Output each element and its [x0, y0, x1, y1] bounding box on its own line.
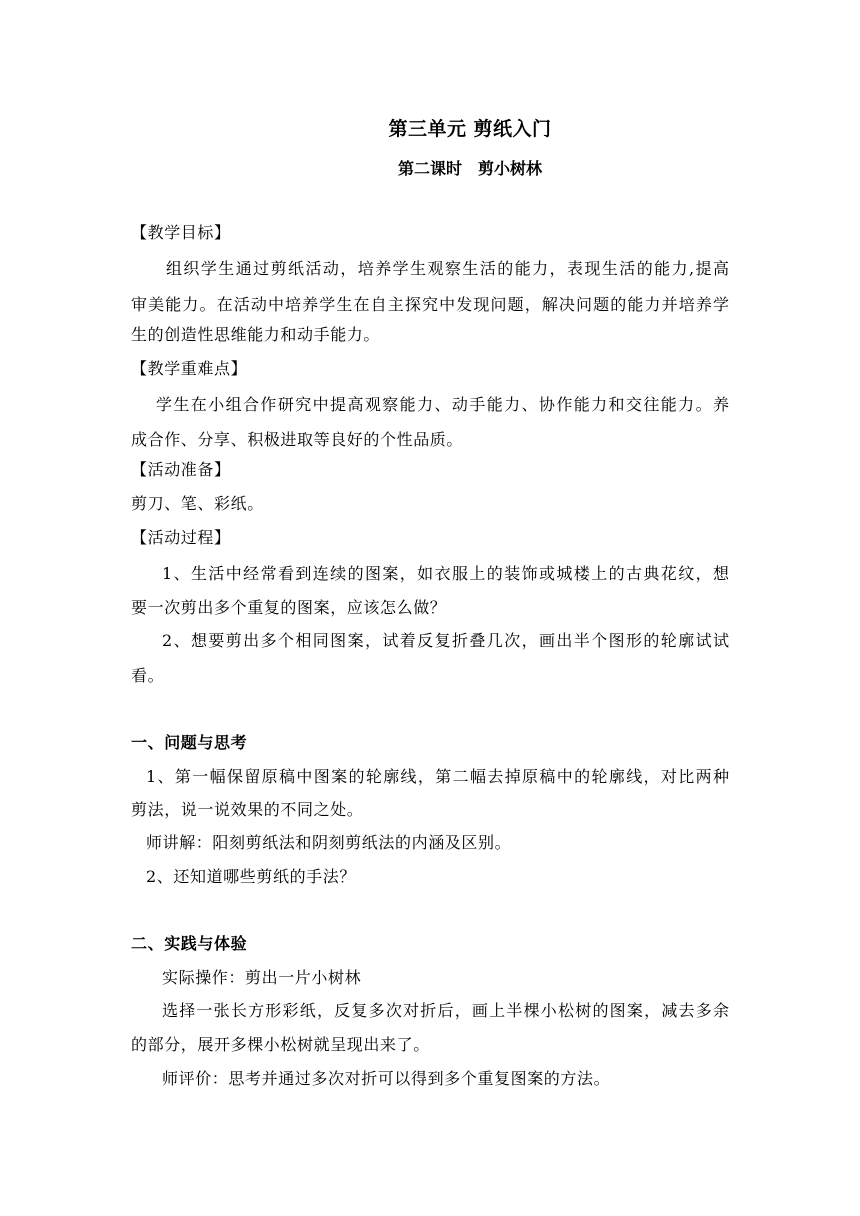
process-item-2-line-1: 2、想要剪出多个相同图案，试着反复折叠几次，画出半个图形的轮廓试试 — [162, 631, 729, 650]
unit-title: 第三单元 剪纸入门 — [388, 118, 552, 140]
objectives-line-2: 审美能力。在活动中培养学生在自主探究中发现问题，解决问题的能力并培养学 — [131, 295, 729, 314]
preparation-heading: 【活动准备】 — [131, 460, 231, 479]
section-1-heading: 一、问题与思考 — [131, 733, 248, 752]
process-item-2-line-2: 看。 — [131, 666, 165, 685]
section-1-question-2: 2、还知道哪些剪纸的手法？ — [146, 867, 356, 886]
section-2-step-line-1: 选择一张长方形彩纸，反复多次对折后，画上半棵小松树的图案，减去多余 — [162, 1001, 729, 1020]
objectives-line-3: 生的创造性思维能力和动手能力。 — [131, 325, 381, 344]
process-item-1-line-2: 要一次剪出多个重复的图案，应该怎么做？ — [131, 598, 447, 617]
process-heading: 【活动过程】 — [131, 528, 231, 547]
key-points-line-2: 成合作、分享、积极进取等良好的个性品质。 — [131, 430, 464, 449]
objectives-line-1: 组织学生通过剪纸活动，培养学生观察生活的能力，表现生活的能力,提高 — [166, 259, 729, 278]
section-2-practice: 实际操作：剪出一片小树林 — [162, 968, 362, 987]
section-2-heading: 二、实践与体验 — [131, 934, 248, 953]
lesson-title: 第二课时 剪小树林 — [397, 159, 542, 178]
section-2-teacher-eval: 师评价：思考并通过多次对折可以得到多个重复图案的方法。 — [162, 1069, 611, 1088]
key-points-heading: 【教学重难点】 — [131, 359, 248, 378]
section-1-question-1-line-2: 剪法，说一说效果的不同之处。 — [131, 800, 364, 819]
process-item-1-line-1: 1、生活中经常看到连续的图案，如衣服上的装饰或城楼上的古典花纹，想 — [162, 564, 729, 583]
preparation-line-1: 剪刀、笔、彩纸。 — [131, 494, 264, 513]
section-1-question-1-line-1: 1、第一幅保留原稿中图案的轮廓线，第二幅去掉原稿中的轮廓线，对比两种 — [146, 767, 729, 786]
key-points-line-1: 学生在小组合作研究中提高观察能力、动手能力、协作能力和交往能力。养 — [156, 395, 729, 414]
section-1-teacher-note: 师讲解：阳刻剪纸法和阴刻剪纸法的内涵及区别。 — [146, 833, 512, 852]
section-2-step-line-2: 的部分，展开多棵小松树就呈现出来了。 — [131, 1035, 430, 1054]
objectives-heading: 【教学目标】 — [131, 223, 231, 242]
